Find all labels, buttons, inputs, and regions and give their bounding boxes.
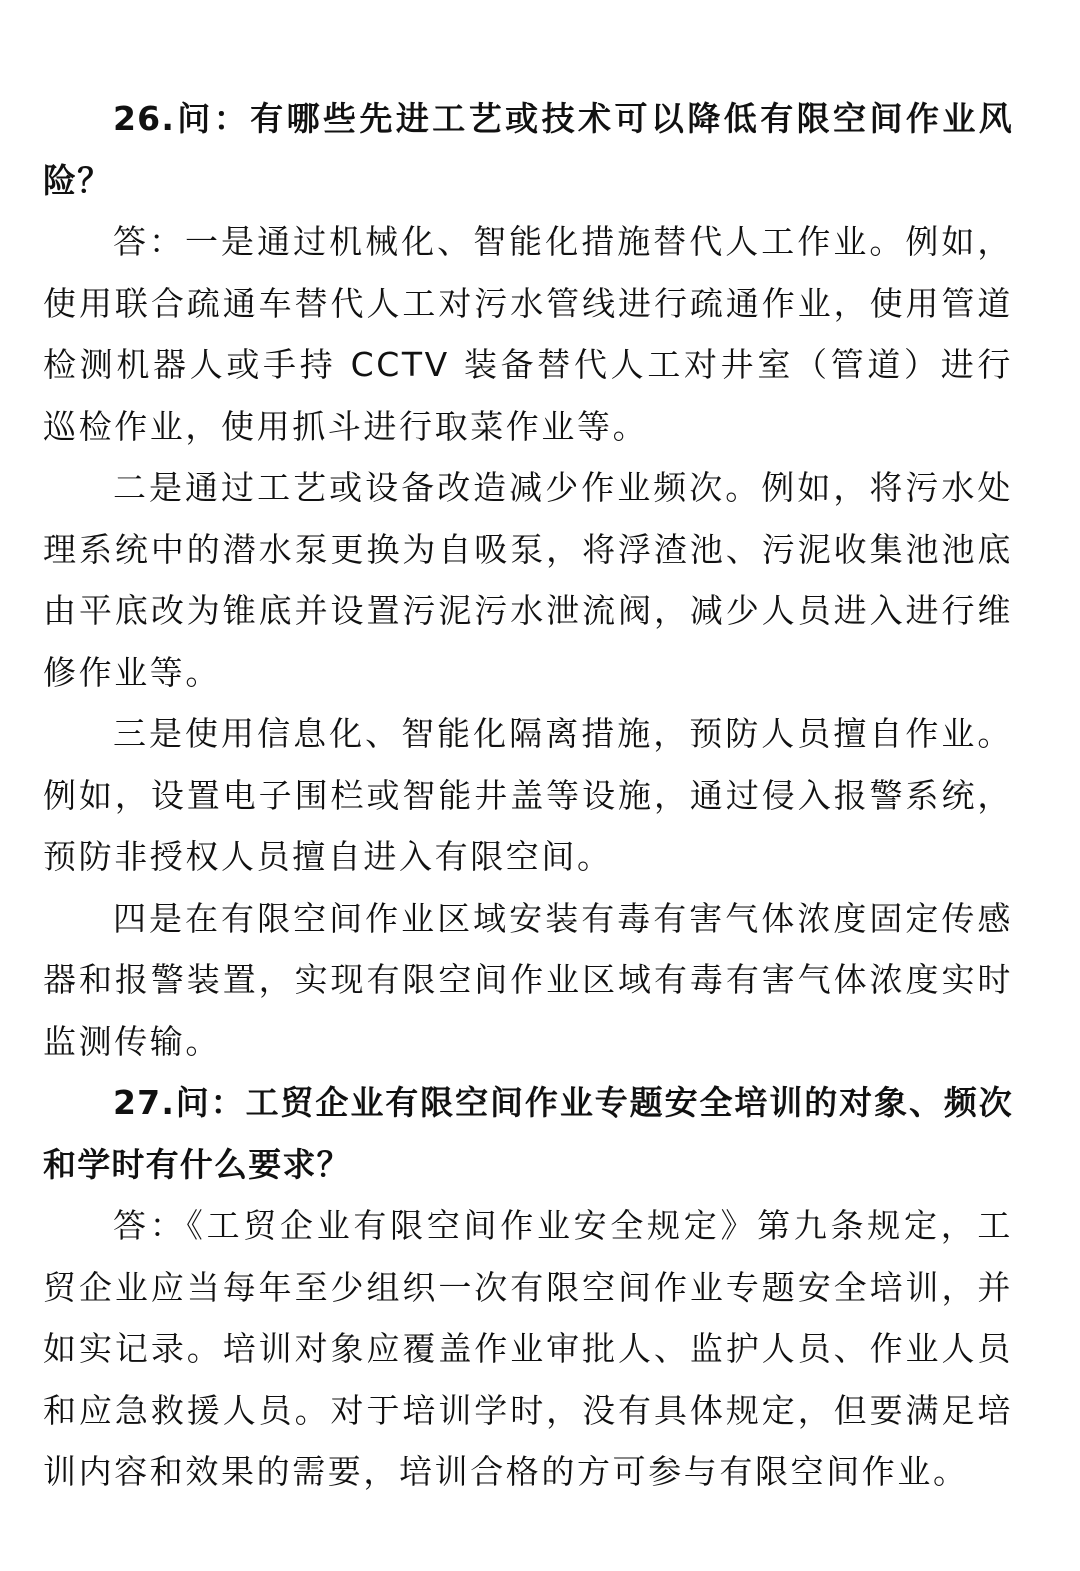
question-27: 27.问：工贸企业有限空间作业专题安全培训的对象、频次和学时有什么要求？ <box>43 1083 1013 1184</box>
answer-26-part-1: 答：一是通过机械化、智能化措施替代人工作业。例如，使用联合疏通车替代人工对污水管线进行疏通作业，使用管道检测机器人或手持 CCTV 装备替代人工对井室（管道）进行巡检作业，使用抓斗进行取菜作业等。 <box>43 222 1013 446</box>
question-26: 26.问：有哪些先进工艺或技术可以降低有限空间作业风险？ <box>43 99 1013 200</box>
document-page <box>43 88 1013 1503</box>
answer-26-part-2: 二是通过工艺或设备改造减少作业频次。例如，将污水处理系统中的潜水泵更换为自吸泵，将浮渣池、污泥收集池池底由平底改为锥底并设置污泥污水泄流阀，减少人员进入进行维修作业等。 <box>43 468 1013 692</box>
answer-27: 答：《工贸企业有限空间作业安全规定》第九条规定，工贸企业应当每年至少组织一次有限空间作业专题安全培训，并如实记录。培训对象应覆盖作业审批人、监护人员、作业人员和应急救援人员。对于培训学时，没有具体规定，但要满足培训内容和效果的需要，培训合格的方可参与有限空间作业。 <box>43 1206 1013 1491</box>
answer-26-part-3: 三是使用信息化、智能化隔离措施，预防人员擅自作业。例如，设置电子围栏或智能井盖等设施，通过侵入报警系统，预防非授权人员擅自进入有限空间。 <box>43 714 1013 876</box>
answer-26-part-4: 四是在有限空间作业区域安装有毒有害气体浓度固定传感器和报警装置，实现有限空间作业区域有毒有害气体浓度实时监测传输。 <box>43 898 1013 1061</box>
